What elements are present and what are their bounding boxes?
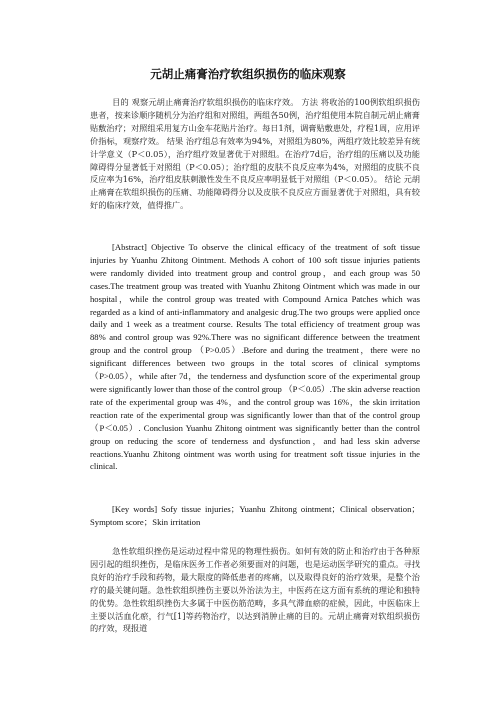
chinese-abstract	[90, 96, 420, 212]
keywords	[90, 503, 420, 529]
body-paragraph	[90, 545, 420, 635]
english-abstract	[90, 241, 420, 473]
body-paragraph-text: 急性软组织挫伤是运动过程中常见的物理性损伤。如何有效的防止和治疗由于各种原因引起的组织挫伤，是临床医务工作者必须要面对的问题，也是运动医学研究的重点。寻找良好的治疗手段和药物，最大限度的降低患者的疼痛，以及取得良好的治疗效果，是整个治疗的最关键问题。急性软组织挫伤主要以外治法为主，中医药在这方面有系统的理论和独特的优势。急性软组织挫伤大多属于中医伤筋范畴，多具气滞血瘀的症候，因此，中医临床上主要以活血化瘀，行气[1]等药物治疗，以达到消肿止痛的目的。元胡止痛膏对软组织损伤的疗效，现报道	[90, 546, 420, 634]
chinese-abstract-text: 目的 观察元胡止痛膏治疗软组织损伤的临床疗效。 方法 将收治的100例软组织损伤患者，按来诊顺序随机分为治疗组和对照组，两组各50例，治疗组使用本院自制元胡止痛膏贴敷治疗；对照组采用复方山金车花贴片治疗。每日1剂，调膏贴敷患处，疗程1周，应用评价指标，观察疗效。 结果 治疗组总有效率为94%，对照组为80%，两组疗效比较差异有统计学意义（P＜0.05），治疗组疗效显著优于对照组。在治疗7d后，治疗组的压痛以及功能障碍得分显著低于对照组（P＜0.05）；治疗组的皮肤不良反应率为4%，对照组的皮肤不良反应率为16%，治疗组皮肤刺激性发生不良反应率明显低于对照组（P＜0.05）。 结论 元胡止痛膏在软组织损伤的压痛、功能障碍得分以及皮肤不良反应方面显著优于对照组，具有较好的临床疗效，值得推广。	[90, 97, 420, 211]
paper-title: 元胡止痛膏治疗软组织损伤的临床观察	[150, 67, 346, 81]
keywords-text: [Key words] Sofy tissue injuries；Yuanhu Zhitong ointment；Clinical observation；Symptom score；Skin irritation	[90, 504, 420, 527]
english-abstract-text: [Abstract] Objective To observe the clinical efficacy of the treatment of soft tissue injuries by Yuanhu Zhitong Ointment. Methods A cohort of 100 soft tissue injuries patients were randomly divided into treatment group and control group，and each group was 50 cases.The treatment group was treated with Yuanhu Zhitong Ointment which was made in our hospital，while the control group was treated with Compound Arnica Patches which was regarded as a kind of anti-inflammatory and analgesic drug.The two groups were applied once daily and 1 week as a treatment course. Results The total efficiency of treatment group was 88% and control group was 92%.There was no significant difference between the treatment group and the control group （P>0.05）.Before and during the treatment，there were no significant differences between two groups in the total scores of clinical symptoms （P>0.05），while after 7d，the tenderness and dysfunction score of the experimental group were significantly lower than those of the control group （P＜0.05）.The skin adverse reaction rate of the experimental group was 4%，and the control group was 16%，the skin irritation reaction rate of the experimental group was significantly lower than that of the control group （P＜0.05）. Conclusion Yuanhu Zhitong ointment was significantly better than the control group on reducing the score of tenderness and dysfunction，and had less skin adverse reactions.Yuanhu Zhitong ointment was worth using for treatment soft tissue injuries in the clinical.	[90, 242, 420, 472]
